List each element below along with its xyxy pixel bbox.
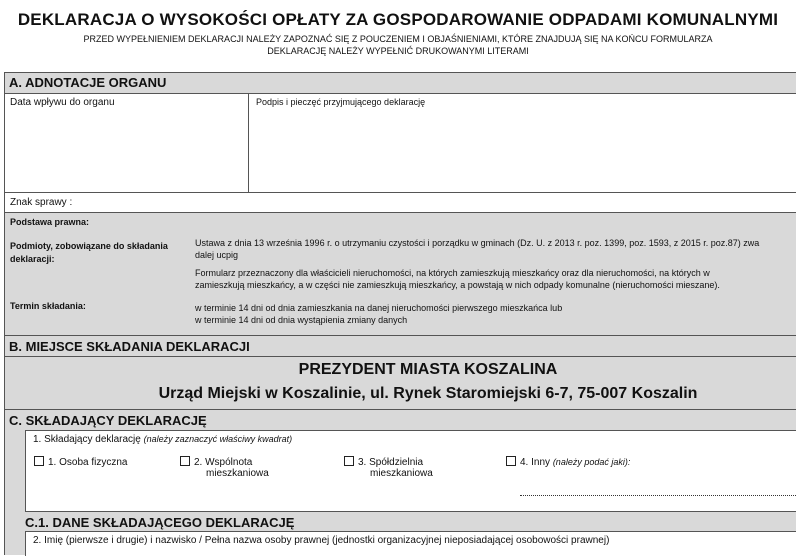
authority-name: PREZYDENT MIASTA KOSZALINA [298,361,558,378]
declarant-type-hint: (należy zaznaczyć właściwy kwadrat) [143,434,293,444]
legal-basis-text-2: dalej ucpig [195,250,239,260]
legal-info-block [5,213,796,336]
signature-field[interactable] [249,94,796,193]
deadline-text-1: w terminie 14 dni od dnia zamieszkania na danej nieruchomości pierwszego mieszkańca lub [195,303,563,313]
signature-label: Podpis i pieczęć przyjmującego deklarację [256,97,426,107]
case-number-label: Znak sprawy : [10,197,73,208]
case-number-field[interactable] [5,193,796,213]
form-instruction-1: PRZED WYPEŁNIENIEM DEKLARACJI NALEŻY ZAPOZNAĆ SIĘ Z POUCZENIEM I OBJAŚNIENIAMI, KTÓRE ZNAJDUJĄ SIĘ NA KOŃCU FORMULARZA [83,34,713,44]
declarant-type-field [25,430,796,512]
checkbox-icon[interactable] [506,456,516,466]
declaration-form [4,72,796,555]
checkbox-icon[interactable] [344,456,354,466]
section-b-header [5,336,796,357]
option-housing-community[interactable]: 2. Wspólnota mieszkaniowa [180,456,269,479]
obliged-entities-text-2: zamieszkują mieszkańcy, a w części nie zamieszkują mieszkańcy, a powstają w nich odpady komunalne (nieruchomości mieszane). [195,280,720,290]
full-name-field[interactable] [25,531,796,556]
full-name-label: 2. Imię (pierwsze i drugie) i nazwisko / Pełna nazwa osoby prawnej (jednostki organizacyjnej nieposiadającej osobowości prawnej) [33,535,610,546]
section-b-title: B. MIEJSCE SKŁADANIA DEKLARACJI [9,339,250,354]
obliged-entities-text-1: Formularz przeznaczony dla właścicieli nieruchomości, na których zamieszkują mieszkańcy oraz dla nieruchomości, na których w [195,268,710,278]
receipt-date-field[interactable] [5,94,249,193]
obliged-entities-label-2: deklaracji: [10,254,55,264]
form-title: DEKLARACJA O WYSOKOŚCI OPŁATY ZA GOSPODAROWANIE ODPADAMI KOMUNALNYMI [17,10,779,29]
deadline-text-2: w terminie 14 dni od dnia wystąpienia zmiany danych [195,315,408,325]
section-a-title: A. ADNOTACJE ORGANU [9,75,167,90]
declarant-type-label: 1. Składający deklarację (należy zaznaczyć właściwy kwadrat) [33,434,293,445]
submission-place-block [5,357,796,410]
checkbox-icon[interactable] [180,456,190,466]
section-c-title: C. SKŁADAJĄCY DEKLARACJĘ [9,413,207,428]
deadline-label: Termin składania: [10,301,86,311]
option-housing-cooperative[interactable]: 3. Spółdzielnia mieszkaniowa [344,456,433,479]
option-other[interactable]: 4. Inny (należy podać jaki): [506,456,630,468]
form-instruction-2: DEKLARACJĘ NALEŻY WYPEŁNIĆ DRUKOWANYMI LITERAMI [267,46,529,56]
receipt-date-label: Data wpływu do organu [10,97,115,108]
section-c1-title: C.1. DANE SKŁADAJĄCEGO DEKLARACJĘ [25,515,295,530]
section-a-header [5,73,796,94]
option-natural-person[interactable]: 1. Osoba fizyczna [34,456,127,468]
option-other-hint: (należy podać jaki): [552,457,631,467]
section-c-block [5,410,796,555]
obliged-entities-label-1: Podmioty, zobowiązane do składania [10,241,168,251]
other-type-input-line[interactable] [520,495,796,496]
authority-address: Urząd Miejski w Koszalinie, ul. Rynek Staromiejski 6-7, 75-007 Koszalin [158,385,698,402]
legal-basis-text-1: Ustawa z dnia 13 września 1996 r. o utrzymaniu czystości i porządku w gminach (Dz. U. z 2013 r. poz. 1399, poz. 1593, z 2015 r. poz.87) zwa [195,238,760,248]
legal-basis-label: Podstawa prawna: [10,217,90,227]
checkbox-icon[interactable] [34,456,44,466]
